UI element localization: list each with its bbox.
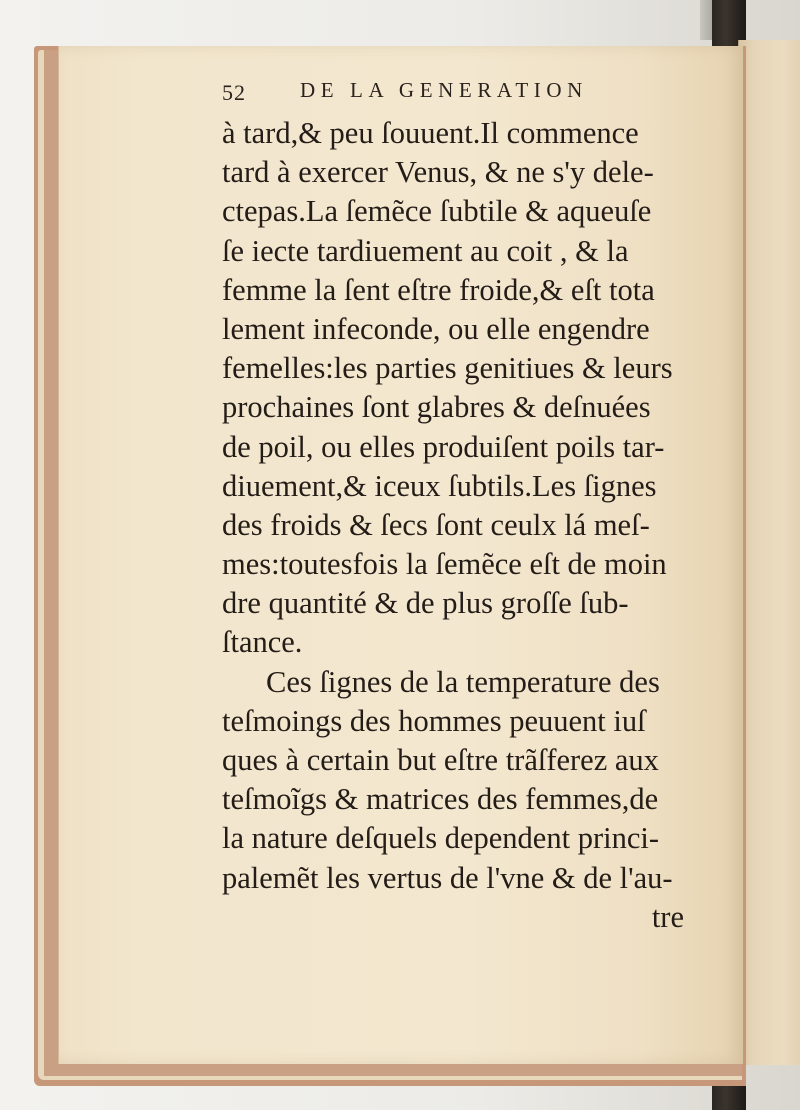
text-line: la nature deſquels dependent princi- <box>222 821 659 856</box>
text-line: lement infeconde, ou elle engendre <box>222 311 650 346</box>
paragraph-start-line: Ces ſignes de la temperature des <box>266 664 660 699</box>
text-line: mes:toutesfois la ſemẽce eſt de moin <box>222 547 667 582</box>
text-line: diuement,& iceux ſubtils.Les ſignes <box>222 468 657 503</box>
running-title: DE LA GENERATION <box>300 78 588 102</box>
text-line: femelles:les parties genitiues & leurs <box>222 351 673 386</box>
facing-page-edge <box>738 40 800 1065</box>
text-line: ſe iecte tardiuement au coit , & la <box>222 233 629 268</box>
text-line: teſmoings des hommes peuuent iuſ <box>222 703 646 738</box>
text-line: dre quantité & de plus groſſe ſub- <box>222 586 629 621</box>
text-line: prochaines ſont glabres & deſnuées <box>222 390 651 425</box>
catchword: tre <box>651 899 684 934</box>
text-line: de poil, ou elles produiſent poils tar- <box>222 429 665 464</box>
text-line: ctepas.La ſemẽce ſubtile & aqueuſe <box>222 194 652 229</box>
text-line: femme la ſent eſtre froide,& eſt tota <box>222 272 655 307</box>
text-line: ques à certain but eſtre trãſferez aux <box>222 743 659 777</box>
text-line: teſmoĩgs & matrices des femmes,de <box>222 782 659 817</box>
page-header <box>222 76 642 106</box>
body-text <box>222 114 692 937</box>
text-line: tard à exercer Venus, & ne s'y dele- <box>222 155 654 190</box>
text-line: à tard,& peu ſouuent.Il commence <box>222 116 639 150</box>
text-line: ſtance. <box>222 625 303 660</box>
page-number: 52 <box>222 80 246 105</box>
text-line: palemẽt les vertus de l'vne & de l'au- <box>222 860 673 895</box>
text-line: des froids & ſecs ſont ceulx lá meſ- <box>222 507 650 542</box>
